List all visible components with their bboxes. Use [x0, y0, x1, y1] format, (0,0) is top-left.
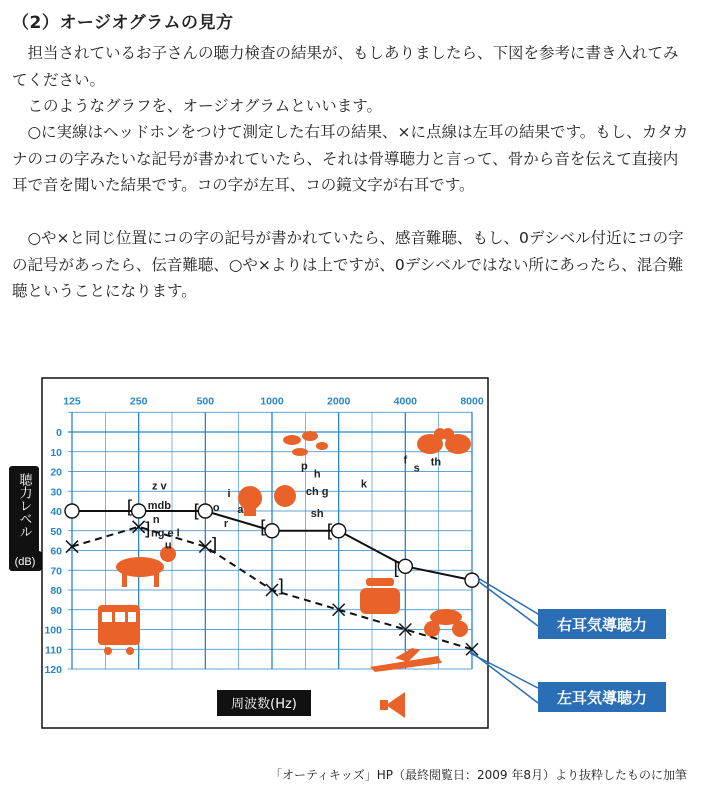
right-ear-circle-marker [398, 559, 412, 573]
section-heading: （2）オージオグラムの見方 [12, 13, 234, 33]
y-axis-label: 聴力レベル [16, 473, 32, 538]
audiogram-chart [0, 370, 703, 766]
x-tick-label: 1000 [260, 395, 284, 408]
bone-right-marker: ] [143, 518, 151, 540]
x-tick-label: 8000 [460, 395, 484, 408]
x-tick-label: 500 [196, 395, 215, 408]
bone-left-marker: [ [393, 558, 401, 580]
right-ear-circle-marker [465, 573, 479, 587]
speech-sound-label: r [223, 517, 229, 530]
bone-left-marker: [ [326, 520, 334, 542]
speech-sound-label: mdb [147, 500, 171, 513]
x-tick-label: 250 [129, 395, 148, 408]
source-caption: 「オーティキッズ」HP（最終閲覧日：2009 年8月）より抜粋したものに加筆 [269, 768, 687, 782]
paragraph-text: ○に実線はヘッドホンをつけて測定した右耳の結果、×に点線は左耳の結果です。もし、カタカナのコの字みたいな記号が書かれていたら、それは骨導聴力と言って、骨から音を伝えて直接内耳で音を聞いた結果です。コの字が左耳、コの鏡文字が右耳です。 [12, 123, 689, 194]
paragraph-text: 担当されているお子さんの聴力検査の結果が、もしありましたら、下図を参考に書き入れてみてください。 [12, 44, 679, 89]
y-tick-label: 40 [50, 506, 62, 518]
y-tick-label: 70 [50, 565, 62, 578]
speech-sound-label: p [300, 460, 308, 473]
speech-sound-label: s [413, 462, 420, 475]
bone-right-marker: ] [210, 534, 218, 556]
speech-sound-label: a [237, 503, 244, 516]
chart-frame [42, 378, 488, 728]
x-tick-label: 125 [63, 395, 81, 408]
right-ear-circle-marker [132, 504, 146, 518]
y-tick-label: 90 [50, 604, 62, 617]
y-tick-label: 30 [50, 486, 62, 499]
speech-sound-label: ng e l [151, 527, 180, 540]
y-axis-unit: (dB) [14, 556, 36, 568]
y-tick-label: 100 [44, 624, 62, 637]
y-tick-label: 80 [50, 585, 62, 597]
y-tick-label: 50 [50, 525, 62, 538]
right-ear-circle-marker [265, 524, 279, 538]
paragraph-text: このようなグラフを、オージオグラムといいます。 [27, 97, 382, 115]
paragraph-instructions [12, 40, 692, 93]
paragraph-definition [12, 93, 692, 120]
bone-right-marker: ] [277, 576, 285, 598]
x-axis-label: 周波数(Hz) [231, 697, 297, 712]
speech-sound-label: f [403, 454, 408, 467]
right-ear-circle-marker [65, 504, 79, 518]
x-tick-label: 4000 [393, 395, 418, 408]
y-tick-label: 120 [44, 664, 62, 676]
paragraph-symbols [12, 119, 692, 199]
y-tick-label: 20 [50, 466, 62, 479]
paragraph-text: ○や×と同じ位置にコの字の記号が書かれていたら、感音難聴、もし、0デシベル付近にコの字の記号があったら、伝音難聴、○や×よりは上ですが、0デシベルではない所にあったら、混合難聴ということになります。 [12, 229, 684, 300]
speech-sound-label: k [360, 478, 367, 491]
speech-sound-label: u [164, 539, 172, 552]
speech-sound-label: ch g [305, 486, 329, 499]
legend-right-label: 右耳気導聴力 [556, 616, 648, 634]
y-tick-label: 60 [50, 545, 62, 558]
speech-sound-label: sh [310, 507, 324, 520]
y-tick-label: 10 [50, 446, 62, 459]
right-ear-circle-marker [198, 504, 212, 518]
bone-left-marker: [ [126, 497, 134, 519]
speech-sound-label: o [212, 502, 220, 514]
right-ear-circle-marker [332, 524, 346, 538]
y-tick-label: 110 [45, 644, 62, 657]
speech-sound-label: z v [152, 480, 167, 493]
speech-sound-label: th [430, 456, 442, 469]
paragraph-diagnosis [12, 225, 692, 305]
bus-windows [102, 612, 136, 622]
bone-left-marker: [ [260, 516, 268, 538]
speech-sound-label: i [227, 488, 231, 501]
x-tick-label: 2000 [326, 395, 351, 408]
speech-sound-label: n [152, 513, 160, 526]
y-tick-label: 0 [56, 427, 62, 439]
bone-left-marker: [ [193, 501, 201, 522]
legend-left-label: 左耳気導聴力 [556, 689, 648, 707]
speech-sound-label: h [313, 468, 321, 481]
